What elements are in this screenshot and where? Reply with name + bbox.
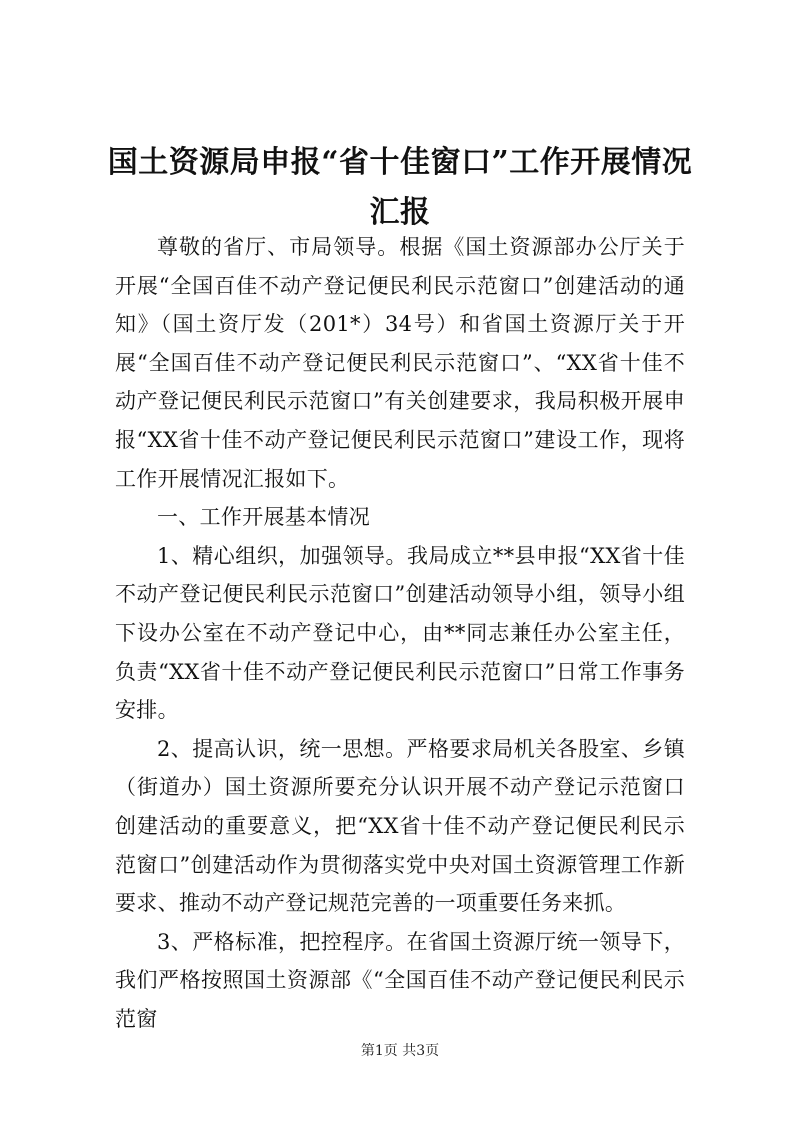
section-heading-1: 一、工作开展基本情况 [157,505,370,530]
paragraph-item-2: 2、提高认识，统一思想。严格要求局机关各股室、乡镇（街道办）国土资源所要充分认识开展不动产登记示范窗口创建活动的重要意义，把“XX省十佳不动产登记便民利民示范窗口”创建活动作为贯彻落实党中央对国土资源管理工作新要求、推动不动产登记规范完善的一项重要任务来抓。 [115,736,685,916]
title-line-2: 汇报 [369,195,431,230]
paragraph-item-3: 3、严格标准，把控程序。在省国土资源厅统一领导下，我们严格按照国土资源部《“全国百佳不动产登记便民利民示范窗 [115,929,685,1031]
paragraph-intro: 尊敬的省厅、市局领导。根据《国土资源部办公厅关于开展“全国百佳不动产登记便民利民示范窗口”创建活动的通知》（国土资厅发（201*）34号）和省国土资源厅关于开展“全国百佳不动产登记便民利民示范窗口”、“XX省十佳不动产登记便民利民示范窗口”有关创建要求，我局积极开展申报“XX省十佳不动产登记便民利民示范窗口”建设工作，现将工作开展情况汇报如下。 [115,235,685,491]
page-footer: 第1页 共3页 [360,1043,440,1059]
paragraph-item-1: 1、精心组织，加强领导。我局成立**县申报“XX省十佳不动产登记便民利民示范窗口”创建活动领导小组，领导小组下设办公室在不动产登记中心，由**同志兼任办公室主任，负责“XX省十佳不动产登记便民利民示范窗口”日常工作事务安排。 [115,543,685,723]
document-title [100,138,700,238]
title-line-1: 国土资源局申报“省十佳窗口”工作开展情况 [107,145,693,180]
document-body [115,228,685,1038]
